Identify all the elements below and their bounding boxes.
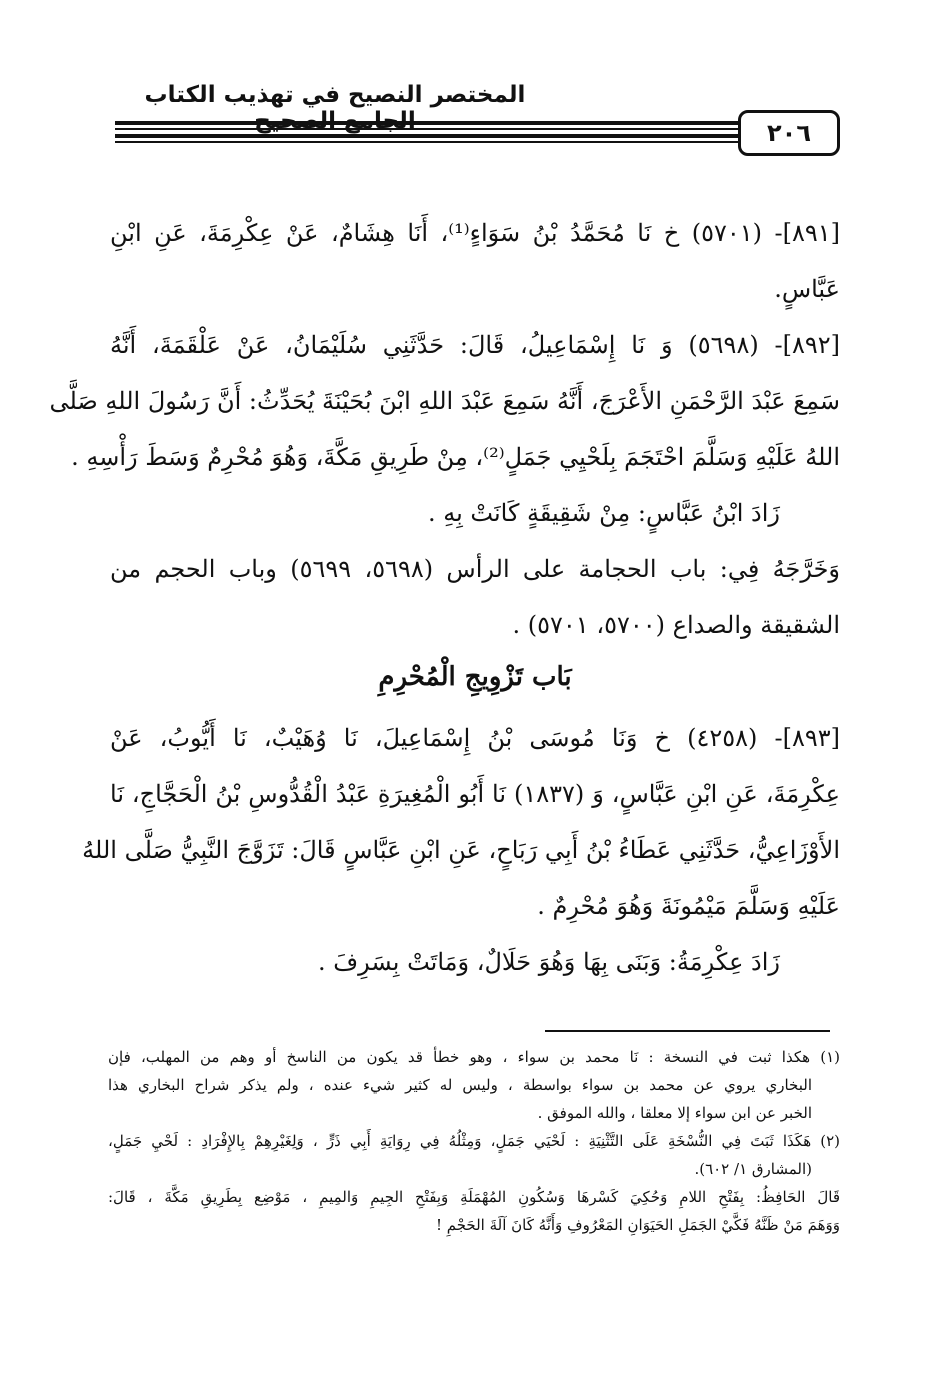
page-number: ٢٠٦ — [738, 110, 840, 156]
footnote-1-line: الخبر عن ابن سواء إلا معلقا ، والله الموفق . — [537, 1104, 812, 1122]
text-line: سَمِعَ عَبْدَ الرَّحْمَنِ الأَعْرَجَ، أَنَّهُ سَمِعَ عَبْدَ اللهِ ابْنَ بُحَيْنَةَ يُحَدِّثُ: أَنَّ رَسُولَ اللهِ صَلَّى — [49, 387, 840, 415]
hadith-addition: زَادَ عِكْرِمَةُ: وَبَنَى بِهَا وَهُوَ حَلَالٌ، وَمَاتَتْ بِسَرِفَ . — [318, 948, 780, 976]
footnote-2-line: (المشارق ١/ ٦٠٢). — [694, 1160, 812, 1178]
footnote-separator — [545, 1030, 830, 1032]
takhrij-line: الشقيقة والصداع (٥٧٠٠، ٥٧٠١) . — [512, 611, 840, 639]
header-rule — [115, 141, 738, 143]
takhrij-line: وَخَرَّجَهُ فِي: باب الحجامة على الرأس (٥٦٩٨، ٥٦٩٩) وباب الحجم من — [110, 555, 840, 583]
header-rule — [115, 128, 738, 130]
text-line: عِكْرِمَةَ، عَنِ ابْنِ عَبَّاسٍ، وَ (١٨٣٧) نَا أَبُو الْمُغِيرَةِ عَبْدُ الْقُدُّوسِ بْنُ الْحَجَّاجِ، نَا — [110, 780, 840, 808]
footnote-2-line: وَوَهَمَ مَنْ ظَنَّهُ فَكَّيْ الجَمَلِ الحَيَوَانِ المَعْرُوفِ وَأَنَّهُ كَانَ آلَةَ الحَجْمِ ! — [435, 1216, 840, 1234]
footnote-2-line: (٢) هَكَذَا ثَبَتَ فِي النُّسْخَةِ عَلَى التَّثْنِيَةِ : لَحْيَي جَمَلٍ، وَمِثْلُهُ فِي رِوَايَةِ أَبِي ذَرٍّ ، وَلِغَيْرِهِمْ بِالإِفْرَادِ : لَحْيِ جَمَلٍ، — [108, 1132, 840, 1150]
hadith-892 — [49, 317, 841, 653]
chapter-title: بَاب تَزْوِيجِ الْمُحْرِمِ — [378, 662, 572, 692]
footnote-2-line: قَالَ الحَافِظُ: بِفَتْحِ اللامِ وَحُكِيَ كَسْرهَا وَسُكُونِ المُهْمَلَةِ وَبِفَتْحِ الجِيمِ وَالمِيمِ ، مَوْضِع بِطَرِيقِ مَكَّةَ ، قَالَ: — [108, 1188, 840, 1206]
text-line: [٨٩١]- (٥٧٠١) خ نَا مُحَمَّدُ بْنُ سَوَاءٍ⁽¹⁾، أَنَا هِشَامٌ، عَنْ عِكْرِمَةَ، عَنِ ابْنِ — [110, 219, 840, 247]
header-rule — [115, 134, 738, 138]
footnote-1-line: البخاري يروي عن محمد بن سواء بواسطة ، وليس له كثير شيء عنده ، ولم يذكر شراح البخاري هذا — [108, 1076, 812, 1094]
hadith-893 — [82, 710, 841, 990]
text-line: [٨٩٢]- (٥٦٩٨) وَ نَا إِسْمَاعِيلُ، قَالَ: حَدَّثَنِي سُلَيْمَانُ، عَنْ عَلْقَمَةَ، أَنَّهُ — [110, 331, 841, 359]
hadith-891 — [110, 205, 840, 317]
text-line: عَبَّاسٍ. — [774, 275, 840, 303]
header-rule — [115, 121, 738, 125]
running-title: المختصر النصيح في تهذيب الكتاب — [144, 82, 526, 108]
text-line: عَلَيْهِ وَسَلَّمَ مَيْمُونَةَ وَهُوَ مُحْرِمٌ . — [537, 892, 840, 920]
text-line: [٨٩٣]- (٤٢٥٨) خ وَنَا مُوسَى بْنُ إِسْمَاعِيلَ، نَا وُهَيْبٌ، نَا أَيُّوبُ، عَنْ — [110, 724, 841, 752]
hadith-addition: زَادَ ابْنُ عَبَّاسٍ: مِنْ شَقِيقَةٍ كَانَتْ بِهِ . — [427, 499, 780, 527]
text-line: اللهُ عَلَيْهِ وَسَلَّمَ احْتَجَمَ بِلَحْيِي جَمَلٍ⁽²⁾، مِنْ طَرِيقِ مَكَّةَ، وَهُوَ مُحْرِمٌ وَسَطَ رَأْسِهِ . — [71, 443, 840, 471]
footnote-1-line: (١) هكذا ثبت في النسخة : نَا محمد بن سواء ، وهو خطأ قد يكون من الناسخ أو وهم من المهلب، فإن — [108, 1048, 840, 1066]
text-line: الأَوْزَاعِيُّ، حَدَّثَنِي عَطَاءُ بْنُ أَبِي رَبَاحٍ، عَنِ ابْنِ عَبَّاسٍ قَالَ: تَزَوَّجَ النَّبِيُّ صَلَّى اللهُ — [82, 836, 840, 864]
footnotes — [108, 1043, 840, 1239]
